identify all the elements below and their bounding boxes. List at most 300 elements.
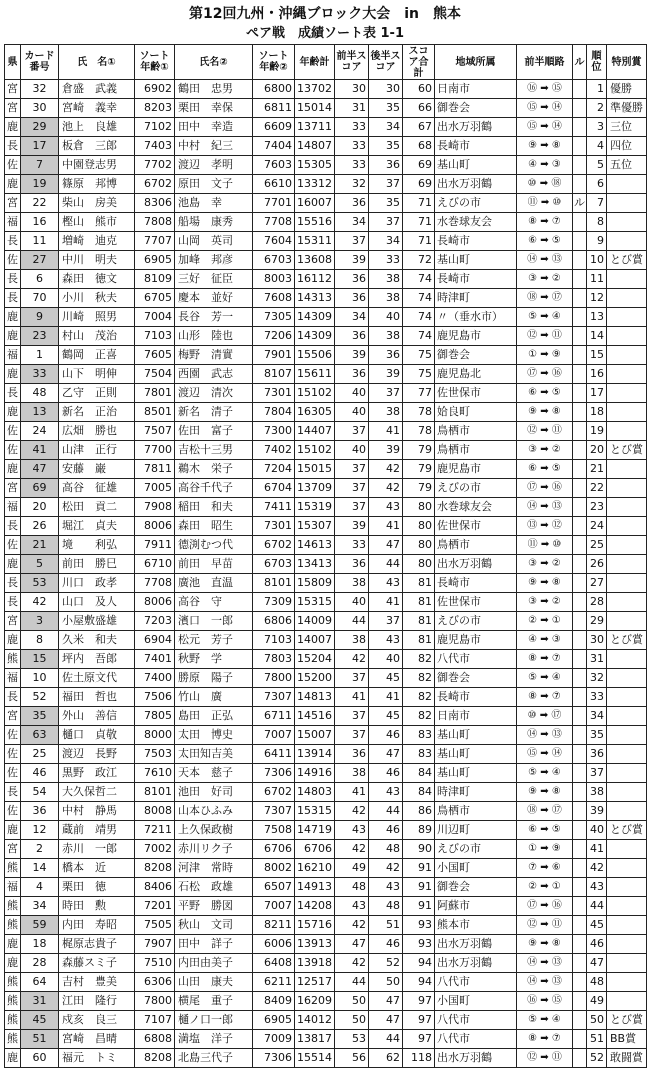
- cell-age-sum: 13913: [295, 935, 335, 954]
- cell-age1: 6808: [135, 1030, 175, 1049]
- cell-score1: 39: [335, 251, 369, 270]
- cell-age2: 6702: [253, 783, 295, 802]
- cell-score2: 46: [369, 935, 403, 954]
- cell-age-sum: 15516: [295, 213, 335, 232]
- cell-ru: [573, 365, 587, 384]
- cell-award: [607, 916, 647, 935]
- cell-age2: 6800: [253, 80, 295, 99]
- cell-name2: 横尾 重子: [175, 992, 253, 1011]
- cell-age2: 7701: [253, 194, 295, 213]
- cell-route: ⑰ ➡ ⑯: [517, 479, 573, 498]
- cell-age1: 7610: [135, 764, 175, 783]
- cell-total: 118: [403, 1049, 435, 1068]
- cell-ru: [573, 745, 587, 764]
- cell-name1: 中川 明夫: [59, 251, 135, 270]
- cell-area: 阿蘇市: [435, 897, 517, 916]
- cell-score1: 44: [335, 612, 369, 631]
- table-row: [5, 460, 647, 479]
- table-row: [5, 726, 647, 745]
- cell-total: 69: [403, 156, 435, 175]
- table-row: [5, 517, 647, 536]
- table-row: [5, 821, 647, 840]
- cell-rank: 24: [587, 517, 607, 536]
- cell-ken: 熊: [5, 1011, 21, 1030]
- cell-age1: 7201: [135, 897, 175, 916]
- cell-age-sum: 13608: [295, 251, 335, 270]
- cell-area: 水巻球友会: [435, 213, 517, 232]
- cell-total: 97: [403, 992, 435, 1011]
- cell-area: 長崎市: [435, 688, 517, 707]
- cell-ken: 長: [5, 593, 21, 612]
- header-award: 特別賞: [607, 45, 647, 80]
- cell-score1: 40: [335, 441, 369, 460]
- cell-route: ⑩ ➡ ⑰: [517, 707, 573, 726]
- cell-age1: 7504: [135, 365, 175, 384]
- cell-name2: 稲田 和夫: [175, 498, 253, 517]
- table-row: [5, 175, 647, 194]
- cell-award: [607, 783, 647, 802]
- cell-award: [607, 327, 647, 346]
- cell-rank: 11: [587, 270, 607, 289]
- cell-card: 47: [21, 460, 59, 479]
- cell-name2: 秋山 文司: [175, 916, 253, 935]
- cell-award: 三位: [607, 118, 647, 137]
- cell-route: ⑤ ➡ ④: [517, 308, 573, 327]
- results-table: [4, 44, 647, 1068]
- cell-rank: 12: [587, 289, 607, 308]
- cell-total: 74: [403, 327, 435, 346]
- cell-score1: 53: [335, 1030, 369, 1049]
- table-row: [5, 308, 647, 327]
- cell-rank: 6: [587, 175, 607, 194]
- cell-route: ① ➡ ⑨: [517, 346, 573, 365]
- cell-age-sum: 15506: [295, 346, 335, 365]
- cell-name2: 天本 慈子: [175, 764, 253, 783]
- cell-card: 53: [21, 574, 59, 593]
- cell-ru: [573, 289, 587, 308]
- cell-age2: 7007: [253, 897, 295, 916]
- cell-age2: 6706: [253, 840, 295, 859]
- cell-name2: 西園 武志: [175, 365, 253, 384]
- cell-total: 83: [403, 726, 435, 745]
- cell-ken: 鹿: [5, 631, 21, 650]
- cell-score2: 43: [369, 783, 403, 802]
- cell-total: 82: [403, 650, 435, 669]
- cell-name2: 北島三代子: [175, 1049, 253, 1068]
- cell-total: 74: [403, 270, 435, 289]
- cell-award: [607, 270, 647, 289]
- cell-route: ⑮ ➡ ⑭: [517, 745, 573, 764]
- cell-name1: 前田 勝巳: [59, 555, 135, 574]
- cell-name1: 川崎 照男: [59, 308, 135, 327]
- cell-score1: 48: [335, 878, 369, 897]
- table-row: [5, 878, 647, 897]
- cell-award: [607, 232, 647, 251]
- cell-name2: 平野 勝図: [175, 897, 253, 916]
- cell-name1: 篠原 邦博: [59, 175, 135, 194]
- cell-total: 91: [403, 859, 435, 878]
- cell-age-sum: 15307: [295, 517, 335, 536]
- cell-ken: 長: [5, 137, 21, 156]
- cell-age1: 7702: [135, 156, 175, 175]
- cell-ru: [573, 574, 587, 593]
- cell-score1: 36: [335, 555, 369, 574]
- cell-ru: [573, 479, 587, 498]
- table-row: [5, 194, 647, 213]
- cell-age2: 7901: [253, 346, 295, 365]
- cell-score2: 41: [369, 422, 403, 441]
- cell-area: 基山町: [435, 726, 517, 745]
- cell-age1: 7506: [135, 688, 175, 707]
- cell-route: ④ ➡ ③: [517, 631, 573, 650]
- cell-age2: 7604: [253, 232, 295, 251]
- cell-name1: 坪内 吾郎: [59, 650, 135, 669]
- cell-age1: 8208: [135, 859, 175, 878]
- cell-ken: 福: [5, 498, 21, 517]
- cell-route: ② ➡ ①: [517, 612, 573, 631]
- table-row: [5, 802, 647, 821]
- cell-total: 97: [403, 1011, 435, 1030]
- table-row: [5, 916, 647, 935]
- table-row: [5, 897, 647, 916]
- cell-name2: 梅野 清實: [175, 346, 253, 365]
- cell-total: 82: [403, 669, 435, 688]
- cell-age1: 7510: [135, 954, 175, 973]
- cell-total: 89: [403, 821, 435, 840]
- cell-name1: 外山 善信: [59, 707, 135, 726]
- cell-score2: 37: [369, 612, 403, 631]
- cell-card: 52: [21, 688, 59, 707]
- cell-award: 五位: [607, 156, 647, 175]
- table-row: [5, 441, 647, 460]
- cell-rank: 36: [587, 745, 607, 764]
- cell-ru: [573, 118, 587, 137]
- cell-name2: 太田 博史: [175, 726, 253, 745]
- cell-card: 8: [21, 631, 59, 650]
- cell-name2: 新名 清子: [175, 403, 253, 422]
- cell-age-sum: 16210: [295, 859, 335, 878]
- cell-name1: 梶原志貴子: [59, 935, 135, 954]
- cell-total: 84: [403, 783, 435, 802]
- cell-name2: 太田知吉美: [175, 745, 253, 764]
- cell-area: 鹿児島市: [435, 327, 517, 346]
- cell-score2: 38: [369, 327, 403, 346]
- cell-card: 48: [21, 384, 59, 403]
- cell-age-sum: 15014: [295, 99, 335, 118]
- cell-age2: 6006: [253, 935, 295, 954]
- cell-score2: 37: [369, 175, 403, 194]
- cell-age2: 6610: [253, 175, 295, 194]
- cell-score2: 43: [369, 631, 403, 650]
- cell-total: 81: [403, 593, 435, 612]
- cell-ru: [573, 346, 587, 365]
- cell-card: 32: [21, 80, 59, 99]
- cell-ken: 熊: [5, 859, 21, 878]
- cell-name2: 樋ノ口一郎: [175, 1011, 253, 1030]
- cell-route: ⑥ ➡ ⑤: [517, 821, 573, 840]
- cell-name2: 德渕むつ代: [175, 536, 253, 555]
- cell-ken: 鹿: [5, 118, 21, 137]
- cell-card: 16: [21, 213, 59, 232]
- cell-score2: 47: [369, 536, 403, 555]
- cell-area: 御巻会: [435, 669, 517, 688]
- table-row: [5, 365, 647, 384]
- cell-area: えびの市: [435, 840, 517, 859]
- cell-age2: 7206: [253, 327, 295, 346]
- cell-score2: 37: [369, 384, 403, 403]
- cell-age1: 6702: [135, 175, 175, 194]
- cell-area: 佐世保市: [435, 593, 517, 612]
- cell-name1: 池上 良雄: [59, 118, 135, 137]
- cell-age1: 7605: [135, 346, 175, 365]
- cell-award: とび賞: [607, 441, 647, 460]
- cell-name2: 原田 文子: [175, 175, 253, 194]
- cell-score1: 37: [335, 498, 369, 517]
- cell-age-sum: 15319: [295, 498, 335, 517]
- cell-name2: 鶴田 忠男: [175, 80, 253, 99]
- cell-name1: 高谷 征雄: [59, 479, 135, 498]
- cell-card: 21: [21, 536, 59, 555]
- cell-ru: [573, 764, 587, 783]
- cell-score1: 41: [335, 688, 369, 707]
- cell-route: ⑧ ➡ ⑦: [517, 1030, 573, 1049]
- cell-name1: 福田 哲也: [59, 688, 135, 707]
- cell-age2: 7307: [253, 802, 295, 821]
- cell-score1: 36: [335, 289, 369, 308]
- cell-rank: 46: [587, 935, 607, 954]
- cell-award: [607, 194, 647, 213]
- cell-score2: 40: [369, 308, 403, 327]
- cell-age1: 7203: [135, 612, 175, 631]
- cell-age1: 8101: [135, 783, 175, 802]
- cell-rank: 47: [587, 954, 607, 973]
- cell-area: 鹿児島市: [435, 631, 517, 650]
- cell-age1: 6705: [135, 289, 175, 308]
- cell-score1: 33: [335, 536, 369, 555]
- cell-age2: 7411: [253, 498, 295, 517]
- cell-age1: 7400: [135, 669, 175, 688]
- cell-name1: 増崎 迪克: [59, 232, 135, 251]
- cell-award: [607, 593, 647, 612]
- cell-rank: 28: [587, 593, 607, 612]
- cell-name2: 赤川リク子: [175, 840, 253, 859]
- cell-age2: 6702: [253, 536, 295, 555]
- cell-award: [607, 935, 647, 954]
- cell-ken: 鹿: [5, 460, 21, 479]
- cell-name1: 村山 茂治: [59, 327, 135, 346]
- cell-route: ⑫ ➡ ⑪: [517, 327, 573, 346]
- cell-name1: 樫山 熊市: [59, 213, 135, 232]
- cell-area: 出水万羽鶴: [435, 555, 517, 574]
- cell-ken: 佐: [5, 726, 21, 745]
- cell-age-sum: 15102: [295, 441, 335, 460]
- cell-card: 6: [21, 270, 59, 289]
- cell-card: 3: [21, 612, 59, 631]
- cell-area: 御巻会: [435, 99, 517, 118]
- cell-total: 68: [403, 137, 435, 156]
- cell-total: 78: [403, 403, 435, 422]
- cell-age2: 7309: [253, 593, 295, 612]
- cell-score1: 38: [335, 574, 369, 593]
- cell-rank: 30: [587, 631, 607, 650]
- table-row: [5, 384, 647, 403]
- table-row: [5, 289, 647, 308]
- cell-ken: 宮: [5, 194, 21, 213]
- cell-name2: 山田 康夫: [175, 973, 253, 992]
- cell-age1: 7700: [135, 441, 175, 460]
- cell-card: 9: [21, 308, 59, 327]
- cell-ken: 佐: [5, 251, 21, 270]
- cell-route: ⑭ ➡ ⑬: [517, 498, 573, 517]
- cell-age2: 7301: [253, 517, 295, 536]
- table-row: [5, 479, 647, 498]
- cell-name1: 小屋敷盛雄: [59, 612, 135, 631]
- cell-name2: 加峰 邦彦: [175, 251, 253, 270]
- cell-age1: 7800: [135, 992, 175, 1011]
- cell-route: ⑨ ➡ ⑧: [517, 935, 573, 954]
- cell-name1: 鶴岡 正喜: [59, 346, 135, 365]
- cell-ru: [573, 213, 587, 232]
- header-name2: 氏名②: [175, 45, 253, 80]
- cell-age1: 7005: [135, 479, 175, 498]
- cell-rank: 27: [587, 574, 607, 593]
- cell-name2: 山岡 英司: [175, 232, 253, 251]
- cell-award: [607, 707, 647, 726]
- cell-age1: 8208: [135, 1049, 175, 1068]
- cell-age-sum: 15809: [295, 574, 335, 593]
- cell-area: 八代市: [435, 650, 517, 669]
- cell-age1: 8306: [135, 194, 175, 213]
- cell-area: えびの市: [435, 194, 517, 213]
- cell-card: 41: [21, 441, 59, 460]
- cell-area: 御巻会: [435, 346, 517, 365]
- cell-award: [607, 764, 647, 783]
- cell-rank: 1: [587, 80, 607, 99]
- cell-age-sum: 14313: [295, 289, 335, 308]
- cell-area: 基山町: [435, 251, 517, 270]
- cell-age2: 6609: [253, 118, 295, 137]
- cell-ken: 福: [5, 878, 21, 897]
- cell-name1: 戍亥 良三: [59, 1011, 135, 1030]
- cell-name2: 森田 昭生: [175, 517, 253, 536]
- cell-name1: 宮崎 昌晴: [59, 1030, 135, 1049]
- cell-award: [607, 992, 647, 1011]
- cell-award: とび賞: [607, 1011, 647, 1030]
- cell-score1: 50: [335, 1011, 369, 1030]
- cell-card: 29: [21, 118, 59, 137]
- cell-route: ⑪ ➡ ⑩: [517, 194, 573, 213]
- cell-area: 川辺町: [435, 821, 517, 840]
- cell-age-sum: 16305: [295, 403, 335, 422]
- cell-score2: 34: [369, 232, 403, 251]
- cell-total: 67: [403, 118, 435, 137]
- cell-rank: 48: [587, 973, 607, 992]
- cell-area: 鳥栖市: [435, 422, 517, 441]
- cell-ken: 佐: [5, 422, 21, 441]
- table-row: [5, 631, 647, 650]
- cell-award: [607, 650, 647, 669]
- cell-age-sum: 14208: [295, 897, 335, 916]
- cell-age2: 7402: [253, 441, 295, 460]
- cell-age-sum: 13413: [295, 555, 335, 574]
- header-route: 前半順路: [517, 45, 573, 80]
- cell-rank: 23: [587, 498, 607, 517]
- header-sum: 年齢計: [295, 45, 335, 80]
- cell-total: 75: [403, 346, 435, 365]
- cell-rank: 39: [587, 802, 607, 821]
- cell-score1: 42: [335, 916, 369, 935]
- cell-age1: 8006: [135, 517, 175, 536]
- cell-age-sum: 16209: [295, 992, 335, 1011]
- cell-route: ⑨ ➡ ⑧: [517, 574, 573, 593]
- cell-award: [607, 289, 647, 308]
- cell-age2: 8101: [253, 574, 295, 593]
- cell-award: とび賞: [607, 821, 647, 840]
- cell-score1: 33: [335, 118, 369, 137]
- cell-score2: 44: [369, 555, 403, 574]
- cell-name1: 中園登志男: [59, 156, 135, 175]
- cell-age2: 7103: [253, 631, 295, 650]
- cell-ru: [573, 688, 587, 707]
- cell-rank: 51: [587, 1030, 607, 1049]
- cell-age2: 7404: [253, 137, 295, 156]
- cell-age2: 7508: [253, 821, 295, 840]
- cell-total: 82: [403, 688, 435, 707]
- cell-name2: 田中 詳子: [175, 935, 253, 954]
- cell-age-sum: 15305: [295, 156, 335, 175]
- cell-score1: 38: [335, 631, 369, 650]
- cell-name2: 石松 政雄: [175, 878, 253, 897]
- cell-area: 基山町: [435, 156, 517, 175]
- cell-total: 94: [403, 954, 435, 973]
- cell-score1: 36: [335, 327, 369, 346]
- cell-ru: [573, 460, 587, 479]
- cell-age-sum: 15311: [295, 232, 335, 251]
- cell-ken: 熊: [5, 973, 21, 992]
- cell-score1: 34: [335, 308, 369, 327]
- cell-ru: [573, 308, 587, 327]
- cell-card: 64: [21, 973, 59, 992]
- cell-name1: 佐土原文代: [59, 669, 135, 688]
- cell-ken: 長: [5, 232, 21, 251]
- cell-total: 81: [403, 574, 435, 593]
- table-body: [5, 80, 647, 1068]
- table-row: [5, 764, 647, 783]
- cell-rank: 2: [587, 99, 607, 118]
- cell-total: 91: [403, 878, 435, 897]
- cell-card: 35: [21, 707, 59, 726]
- cell-award: [607, 308, 647, 327]
- table-row: [5, 1030, 647, 1049]
- cell-age-sum: 15007: [295, 726, 335, 745]
- cell-score1: 40: [335, 593, 369, 612]
- cell-route: ⑰ ➡ ⑯: [517, 897, 573, 916]
- cell-age1: 7102: [135, 118, 175, 137]
- cell-ken: 佐: [5, 441, 21, 460]
- cell-area: 基山町: [435, 745, 517, 764]
- header-age2: ソート年齢②: [253, 45, 295, 80]
- cell-score1: 56: [335, 1049, 369, 1068]
- cell-ken: 長: [5, 688, 21, 707]
- cell-age2: 7007: [253, 726, 295, 745]
- cell-age1: 7707: [135, 232, 175, 251]
- table-row: [5, 840, 647, 859]
- cell-age-sum: 16007: [295, 194, 335, 213]
- cell-name1: 松田 貢二: [59, 498, 135, 517]
- cell-name2: 河津 常時: [175, 859, 253, 878]
- cell-age2: 7608: [253, 289, 295, 308]
- cell-route: ⑮ ➡ ⑭: [517, 99, 573, 118]
